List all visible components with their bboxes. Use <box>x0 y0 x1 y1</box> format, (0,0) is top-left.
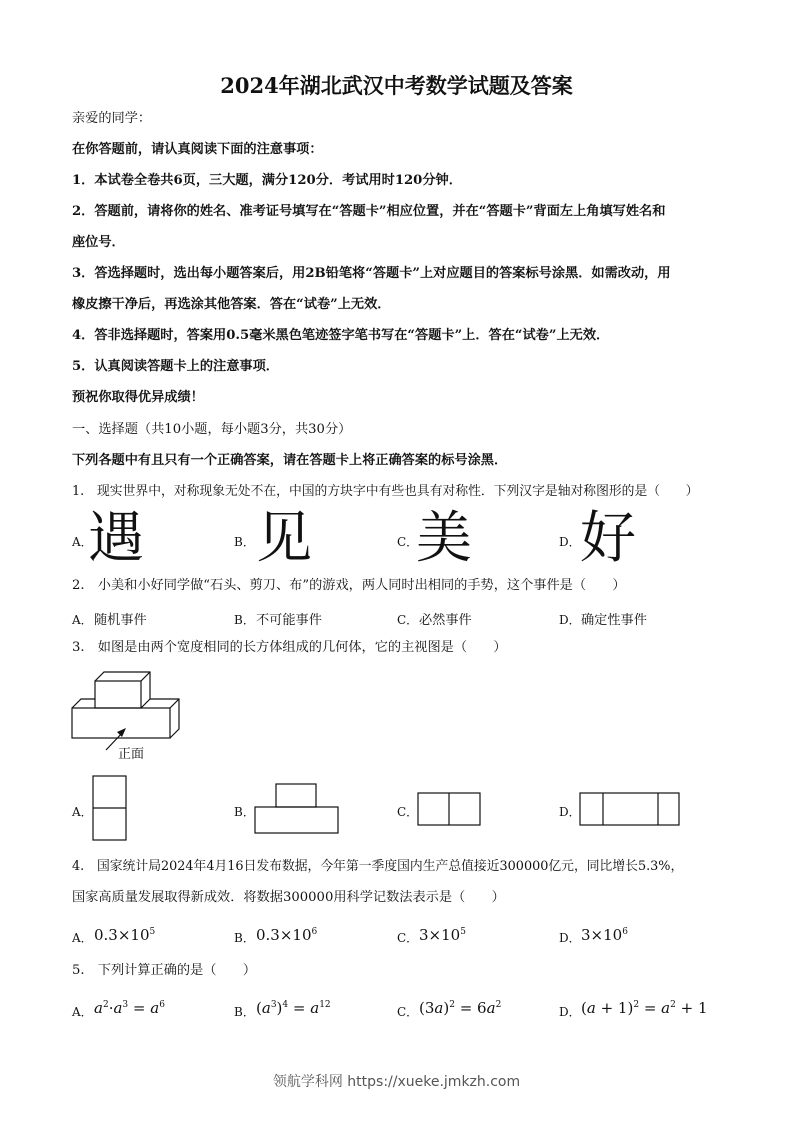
q4-option-b-letter: B． <box>234 931 255 945</box>
q1-option-a-letter: A． <box>72 535 93 549</box>
q4-stem-line2: 国家高质量发展取得新成效．将数据300000用科学记数法表示是（ ） <box>72 890 505 905</box>
q3-stem: 3. 如图是由两个宽度相同的长方体组成的几何体，它的主视图是（ ） <box>72 640 507 655</box>
q3-option-d-letter: D． <box>559 805 581 819</box>
q5-option-a-expr: $a^2\cdot a^3 = a^6$ <box>94 999 165 1017</box>
q4-option-b-expr: $0.3\times 10^6$ <box>256 926 318 944</box>
q3-option-b-figure <box>254 783 341 835</box>
q2-option-a-letter: A． <box>72 613 93 627</box>
q1-stem: 1. 现实世界中，对称现象无处不在，中国的方块字中有些也具有对称性．下列汉字是轴对称图形的是（ ） <box>72 484 699 499</box>
wish: 预祝你取得优异成绩！ <box>72 390 204 405</box>
q1-option-b-letter: B． <box>234 535 255 549</box>
note-4: 4．答非选择题时，答案用0.5毫米黑色笔迹签字笔书写在“答题卡”上．答在“试卷”上无效． <box>72 328 610 343</box>
section-instruction: 下列各题中有且只有一个正确答案，请在答题卡上将正确答案的标号涂黑． <box>72 453 508 468</box>
q5-option-d-expr: $(a + 1)^2 = a^2 + 1$ <box>581 999 708 1017</box>
q4-option-c-letter: C． <box>397 931 419 945</box>
q5-stem: 5. 下列计算正确的是（ ） <box>72 963 257 978</box>
q5-option-b-letter: B． <box>234 1005 255 1019</box>
q3-option-c-figure <box>417 792 482 827</box>
q1-option-c-char: 美 <box>416 506 472 571</box>
q2-option-b-letter: B． <box>234 613 255 627</box>
q2-option-c-text: 必然事件 <box>419 613 472 628</box>
note-5: 5．认真阅读答题卡上的注意事项． <box>72 359 279 374</box>
note-3-cont: 橡皮擦干净后，再选涂其他答案．答在“试卷”上无效． <box>72 297 391 312</box>
q2-option-d-text: 确定性事件 <box>581 613 647 628</box>
q3-option-c-letter: C． <box>397 805 419 819</box>
greeting: 亲爱的同学： <box>72 111 152 126</box>
note-2-cont: 座位号． <box>72 235 125 250</box>
note-2: 2．答题前，请将你的姓名、准考证号填写在“答题卡”相应位置，并在“答题卡”背面左上角填写姓名和 <box>72 204 666 219</box>
q5-option-c-expr: $(3a)^2 = 6a^2$ <box>419 999 502 1017</box>
q1-option-c-letter: C． <box>397 535 419 549</box>
q3-figure-label: 正面 <box>118 747 145 760</box>
q4-stem-line1: 4. 国家统计局2024年4月16日发布数据，今年第一季度国内生产总值接近300000亿元，同比增长5.3%， <box>72 859 684 874</box>
q2-option-c-letter: C． <box>397 613 419 627</box>
q4-option-a-letter: A． <box>72 931 93 945</box>
q1-option-d-letter: D． <box>559 535 581 549</box>
q2-option-b-text: 不可能事件 <box>256 613 322 628</box>
note-3: 3．答选择题时，选出每小题答案后，用2B铅笔将“答题卡”上对应题目的答案标号涂黑．如需改动，用 <box>72 266 671 281</box>
q1-option-d-char: 好 <box>580 506 636 571</box>
q1-option-b-char: 见 <box>256 506 312 571</box>
q5-option-c-letter: C． <box>397 1005 419 1019</box>
q5-option-d-letter: D． <box>559 1005 581 1019</box>
note-1: 1．本试卷全卷共6页，三大题，满分120分．考试用时120分钟． <box>72 173 462 188</box>
q2-stem: 2. 小美和小好同学做“石头、剪刀、布”的游戏，两人同时出相同的手势，这个事件是（ ） <box>72 578 626 593</box>
footer-watermark: 领航学科网 https://xueke.jmkzh.com <box>272 1074 521 1090</box>
q4-option-d-letter: D． <box>559 931 581 945</box>
q5-option-b-expr: $(a^3)^4 = a^{12}$ <box>256 999 331 1017</box>
q3-option-d-figure <box>579 792 681 827</box>
q4-option-d-expr: $3\times 10^6$ <box>581 926 628 944</box>
intro: 在你答题前，请认真阅读下面的注意事项： <box>72 142 323 157</box>
page-title: 2024年湖北武汉中考数学试题及答案 <box>220 73 573 98</box>
q2-option-a-text: 随机事件 <box>94 613 147 628</box>
q3-option-a-letter: A． <box>72 805 93 819</box>
q2-option-d-letter: D． <box>559 613 581 627</box>
q3-option-a-figure <box>92 775 128 843</box>
q4-option-c-expr: $3\times 10^5$ <box>419 926 466 944</box>
q3-option-b-letter: B． <box>234 805 255 819</box>
q3-figure <box>66 668 181 760</box>
section-title: 一、选择题（共10小题，每小题3分，共30分） <box>72 422 352 437</box>
q1-option-a-char: 遇 <box>88 506 144 571</box>
q5-option-a-letter: A． <box>72 1005 93 1019</box>
q4-option-a-expr: $0.3\times 10^5$ <box>94 926 156 944</box>
